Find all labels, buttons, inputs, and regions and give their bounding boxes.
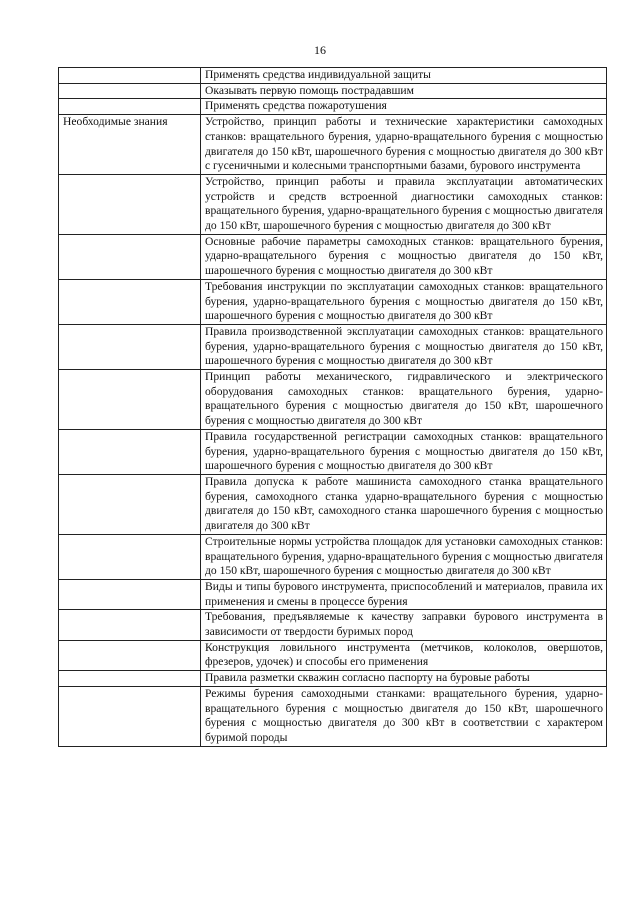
row-text: Применять средства индивидуальной защиты	[201, 68, 607, 84]
row-label	[59, 640, 201, 670]
row-text: Конструкция ловильного инструмента (метчиков, колоколов, овершотов, фрезеров, удочек) и способы его применения	[201, 640, 607, 670]
row-label	[59, 324, 201, 369]
row-label	[59, 83, 201, 99]
table-row	[59, 115, 607, 175]
row-label	[59, 99, 201, 115]
table-row	[59, 174, 607, 234]
table-row	[59, 686, 607, 746]
row-text: Правила производственной эксплуатации самоходных станков: вращательного бурения, ударно-вращательного бурения с мощностью двигателя до 150 кВт, шарошечного бурения с мощностью двигателя до 300 кВт	[201, 324, 607, 369]
table-row	[59, 671, 607, 687]
row-text: Строительные нормы устройства площадок для установки самоходных станков: вращательного бурения, ударно-вращательного бурения с мощностью двигателя до 150 кВт, шарошечного бурения с мощностью двигателя до 300 кВт	[201, 534, 607, 579]
table-row	[59, 83, 607, 99]
row-label	[59, 370, 201, 430]
row-text: Применять средства пожаротушения	[201, 99, 607, 115]
row-text: Правила допуска к работе машиниста самоходного станка вращательного бурения, самоходного станка ударно-вращательного бурения с мощностью двигателя до 150 кВт, самоходного станка шарошечного бурения с мощностью двигателя до 300 кВт	[201, 474, 607, 534]
row-label	[59, 610, 201, 640]
row-label	[59, 429, 201, 474]
row-text: Принцип работы механического, гидравлического и электрического оборудования самоходных станков: вращательного бурения, ударно-вращательного бурения с мощностью двигателя до 150 кВт, шарошечного бурения с мощностью двигателя до 300 кВт	[201, 370, 607, 430]
table-row	[59, 534, 607, 579]
table-row	[59, 234, 607, 279]
row-label	[59, 579, 201, 609]
row-label	[59, 474, 201, 534]
row-text: Требования инструкции по эксплуатации самоходных станков: вращательного бурения, ударно-вращательного бурения с мощностью двигателя до 150 кВт, шарошечного бурения с мощностью двигателя до 300 кВт	[201, 279, 607, 324]
row-label	[59, 174, 201, 234]
row-text: Режимы бурения самоходными станками: вращательного бурения, ударно-вращательного бурения с мощностью двигателя до 150 кВт, шарошечного бурения с мощностью двигателя до 300 кВт в соответствии с характером буримой породы	[201, 686, 607, 746]
row-text: Устройство, принцип работы и технические характеристики самоходных станков: вращательного бурения, ударно-вращательного бурения с мощностью двигателя до 150 кВт, шарошечного бурения с мощностью двигателя до 300 кВт с гусеничными и колесными транспортными базами, бурового инструмента	[201, 115, 607, 175]
page-number: 16	[314, 43, 326, 57]
row-label	[59, 534, 201, 579]
row-text: Виды и типы бурового инструмента, приспособлений и материалов, правила их применения и смены в процессе бурения	[201, 579, 607, 609]
table-row	[59, 579, 607, 609]
table-row	[59, 324, 607, 369]
row-text: Оказывать первую помощь пострадавшим	[201, 83, 607, 99]
row-text: Правила разметки скважин согласно паспорту на буровые работы	[201, 671, 607, 687]
table-row	[59, 99, 607, 115]
row-text: Устройство, принцип работы и правила эксплуатации автоматических устройств и средств встроенной диагностики самоходных станков: вращательного бурения, ударно-вращательного бурения с мощностью двигателя до 150 кВт, шарошечного бурения с мощностью двигателя до 300 кВт	[201, 174, 607, 234]
row-text: Основные рабочие параметры самоходных станков: вращательного бурения, ударно-вращательного бурения с мощностью двигателя до 150 кВт, шарошечного бурения с мощностью двигателя до 300 кВт	[201, 234, 607, 279]
row-label	[59, 68, 201, 84]
table-row	[59, 429, 607, 474]
row-text: Требования, предъявляемые к качеству заправки бурового инструмента в зависимости от твердости буримых пород	[201, 610, 607, 640]
table-row	[59, 279, 607, 324]
row-label	[59, 671, 201, 687]
table-row	[59, 640, 607, 670]
row-label	[59, 686, 201, 746]
table-row	[59, 610, 607, 640]
row-label	[59, 234, 201, 279]
table-row	[59, 370, 607, 430]
knowledge-table	[58, 67, 607, 747]
table-row	[59, 68, 607, 84]
row-label	[59, 279, 201, 324]
row-label: Необходимые знания	[59, 115, 201, 175]
table-body	[59, 68, 607, 747]
row-text: Правила государственной регистрации самоходных станков: вращательного бурения, ударно-вращательного бурения с мощностью двигателя до 150 кВт, шарошечного бурения с мощностью двигателя до 300 кВт	[201, 429, 607, 474]
table-row	[59, 474, 607, 534]
